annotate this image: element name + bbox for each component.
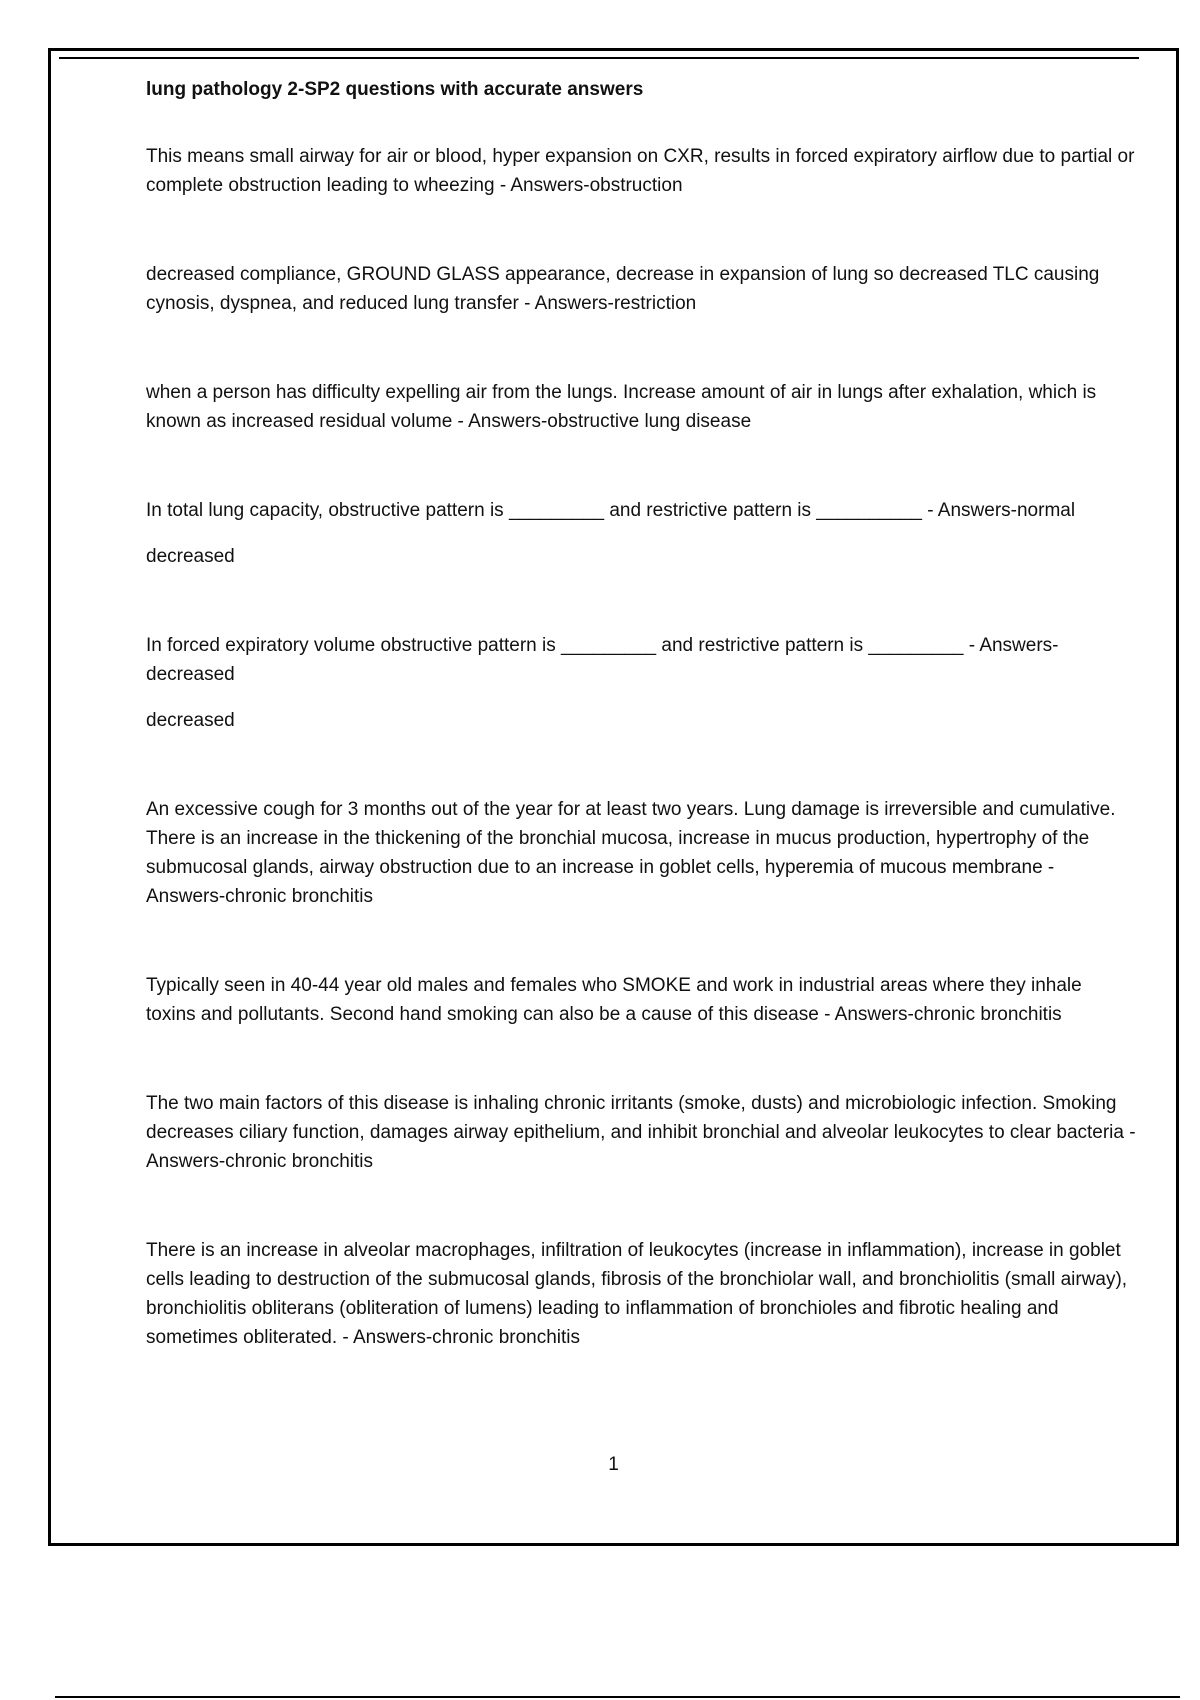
qa-text: In forced expiratory volume obstructive pattern is _________ and restrictive pattern is _________ - Answers-decreased bbox=[146, 635, 1059, 685]
qa-item bbox=[146, 795, 1136, 911]
qa-item bbox=[146, 971, 1136, 1029]
qa-text: In total lung capacity, obstructive pattern is _________ and restrictive pattern is __________ - Answers-normal bbox=[146, 500, 1076, 521]
document-title: lung pathology 2-SP2 questions with accurate answers bbox=[146, 79, 644, 100]
qa-answer-continuation: decreased bbox=[146, 546, 235, 567]
bottom-rule bbox=[55, 1696, 1180, 1698]
document-content bbox=[146, 76, 1136, 1412]
page-number: 1 bbox=[608, 1454, 619, 1475]
qa-item bbox=[146, 260, 1136, 318]
qa-item bbox=[146, 496, 1136, 571]
qa-answer-continuation: decreased bbox=[146, 710, 235, 731]
top-rule bbox=[59, 57, 1139, 59]
qa-text: decreased compliance, GROUND GLASS appearance, decrease in expansion of lung so decreased TLC causing cynosis, dyspnea, and reduced lung transfer - Answers-restriction bbox=[146, 264, 1100, 314]
qa-item bbox=[146, 1236, 1136, 1352]
qa-item bbox=[146, 1089, 1136, 1176]
qa-text: Typically seen in 40-44 year old males and females who SMOKE and work in industrial areas where they inhale toxins and pollutants. Second hand smoking can also be a cause of this disease - Answers-chronic bronchitis bbox=[146, 975, 1082, 1025]
page-frame bbox=[48, 48, 1179, 1546]
qa-text: when a person has difficulty expelling air from the lungs. Increase amount of air in lungs after exhalation, which is known as increased residual volume - Answers-obstructive lung disease bbox=[146, 382, 1097, 432]
qa-text: The two main factors of this disease is inhaling chronic irritants (smoke, dusts) and microbiologic infection. Smoking decreases ciliary function, damages airway epithelium, and inhibit bronchial and alveolar leukocytes to clear bacteria - Answers-chronic bronchitis bbox=[146, 1093, 1136, 1172]
qa-item bbox=[146, 378, 1136, 436]
qa-text: This means small airway for air or blood, hyper expansion on CXR, results in forced expiratory airflow due to partial or complete obstruction leading to wheezing - Answers-obstruction bbox=[146, 146, 1135, 196]
qa-item bbox=[146, 631, 1136, 735]
qa-text: An excessive cough for 3 months out of the year for at least two years. Lung damage is irreversible and cumulative. There is an increase in the thickening of the bronchial mucosa, increase in mucus production, hypertrophy of the submucosal glands, airway obstruction due to an increase in goblet cells, hyperemia of mucous membrane - Answers-chronic bronchitis bbox=[146, 799, 1116, 907]
qa-text: There is an increase in alveolar macrophages, infiltration of leukocytes (increase in inflammation), increase in goblet cells leading to destruction of the submucosal glands, fibrosis of the bronchiolar wall, and bronchiolitis (small airway), bronchiolitis obliterans (obliteration of lumens) leading to inflammation of bronchioles and fibrotic healing and sometimes obliterated. - Answers-chronic bronchitis bbox=[146, 1240, 1128, 1348]
qa-item bbox=[146, 142, 1136, 200]
